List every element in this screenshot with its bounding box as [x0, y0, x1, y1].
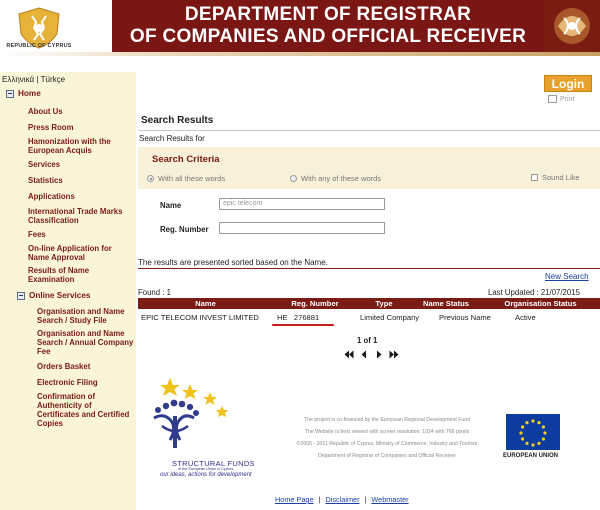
- last-updated: Last Updated : 21/07/2015: [488, 288, 580, 297]
- radio-all-words-label: With all these words: [158, 174, 226, 183]
- sidebar-item-fees[interactable]: Fees: [28, 230, 46, 239]
- sidebar-item-name-approval[interactable]: On-line Application for Name Approval: [28, 244, 112, 262]
- link-separator: |: [318, 495, 321, 504]
- highlight-underline: [272, 324, 334, 326]
- radio-all-words[interactable]: [147, 174, 225, 183]
- title-banner: [112, 0, 544, 52]
- structural-funds-title: STRUCTURAL FUNDS: [172, 459, 255, 468]
- disclaimer-link[interactable]: Disclaimer: [325, 495, 360, 504]
- search-criteria-title: Search Criteria: [152, 154, 220, 165]
- print-icon: [548, 95, 557, 103]
- structural-funds-subtitle: of the European Union in Cyprus: [178, 467, 234, 471]
- column-header-name[interactable]: Name: [195, 299, 216, 308]
- radio-selected-icon[interactable]: [147, 175, 154, 182]
- reg-number-field-label: Reg. Number: [160, 225, 209, 234]
- next-page-icon[interactable]: [374, 350, 384, 359]
- cell-org-status: Active: [515, 313, 536, 322]
- sidebar-section-label: Online Services: [29, 291, 91, 300]
- webmaster-link[interactable]: Webmaster: [371, 495, 409, 504]
- structural-funds-slogan: our ideas, actions for development: [160, 472, 252, 478]
- link-separator: |: [364, 495, 367, 504]
- cell-name-status: Previous Name: [439, 313, 491, 322]
- sidebar-item-harmonization[interactable]: Hamonization with the European Acquis: [28, 137, 111, 155]
- sound-like-label: Sound Like: [542, 173, 580, 182]
- footer-department: Department of Registrar of Companies and Official Receiver: [317, 453, 456, 459]
- pager-label: 1 of 1: [357, 336, 378, 345]
- sidebar-item-study-file[interactable]: Organisation and Name Search / Study File: [37, 307, 125, 325]
- results-divider: [138, 268, 600, 269]
- sidebar-item-orders-basket[interactable]: Orders Basket: [37, 362, 91, 371]
- eu-flag-icon: [506, 414, 560, 450]
- sorted-note: The results are presented sorted based on the Name.: [138, 258, 328, 267]
- cell-type: Limited Company: [360, 313, 420, 322]
- sidebar-item-name-examination[interactable]: Results of Name Examination: [28, 266, 90, 284]
- login-button[interactable]: Login: [544, 75, 592, 92]
- name-input[interactable]: epic telecom: [219, 198, 385, 210]
- search-results-for-label: Search Results for: [139, 134, 205, 143]
- sidebar-item-electronic-filing[interactable]: Electronic Filing: [37, 378, 98, 387]
- first-page-icon[interactable]: [344, 350, 354, 359]
- banner-title-line1: DEPARTMENT OF REGISTRAR: [184, 4, 472, 25]
- radio-any-words[interactable]: [290, 174, 381, 183]
- sidebar-item-services[interactable]: Services: [28, 160, 61, 169]
- sidebar-item-certificates[interactable]: Confirmation of Authenticity of Certificates and Certified Copies: [37, 392, 130, 428]
- sidebar-item-trade-marks[interactable]: International Trade Marks Classification: [28, 207, 123, 225]
- collapse-toggle-icon[interactable]: [6, 90, 14, 98]
- footer-links: [275, 495, 409, 504]
- reg-number-input[interactable]: [219, 222, 385, 234]
- title-divider: [138, 130, 600, 131]
- radio-unselected-icon[interactable]: [290, 175, 297, 182]
- results-table-header: [138, 298, 600, 309]
- previous-page-icon[interactable]: [359, 350, 369, 359]
- print-label: Print: [560, 95, 575, 103]
- sidebar-item-press-room[interactable]: Press Room: [28, 123, 74, 132]
- sidebar-item-about-us[interactable]: About Us: [28, 107, 63, 116]
- sidebar-section-online-services[interactable]: [17, 291, 90, 300]
- new-search-link[interactable]: New Search: [545, 272, 589, 281]
- registrar-emblem-logo: [544, 0, 600, 52]
- page-header: [0, 0, 600, 58]
- sidebar-section-home[interactable]: [6, 89, 41, 98]
- footer-copyright: ©2005 - 2011 Republic of Cyprus, Ministry of Commerce, Industry and Tourism: [296, 441, 478, 447]
- page-title: Search Results: [141, 115, 214, 126]
- header-divider: [0, 52, 600, 56]
- sidebar-item-annual-fee[interactable]: Organisation and Name Search / Annual Company Fee: [37, 329, 134, 356]
- sidebar-item-applications[interactable]: Applications: [28, 192, 75, 201]
- column-header-org-status[interactable]: Organisation Status: [504, 299, 577, 308]
- sidebar-item-statistics[interactable]: Statistics: [28, 176, 63, 185]
- collapse-toggle-icon[interactable]: [17, 292, 25, 300]
- sound-like-checkbox[interactable]: [531, 173, 580, 182]
- sidebar-section-label: Home: [18, 89, 41, 98]
- last-page-icon[interactable]: [389, 350, 399, 359]
- country-caption: REPUBLIC OF CYPRUS: [6, 43, 72, 49]
- banner-title-line2: OF COMPANIES AND OFFICIAL RECEIVER: [129, 26, 527, 47]
- radio-any-words-label: With any of these words: [301, 174, 382, 183]
- footer-cofinanced: The project is co-financed by the European Regional Development Fund: [303, 417, 471, 423]
- checkbox-icon[interactable]: [531, 174, 538, 181]
- language-switcher: [2, 75, 65, 84]
- eu-label: EUROPEAN UNION: [503, 453, 559, 459]
- pagination: [344, 350, 399, 359]
- print-link[interactable]: [548, 95, 574, 103]
- column-header-name-status[interactable]: Name Status: [422, 299, 469, 308]
- cell-reg-number[interactable]: HE 276881: [277, 313, 320, 322]
- found-count: Found : 1: [138, 288, 171, 297]
- name-field-label: Name: [160, 201, 182, 210]
- column-header-type[interactable]: Type: [375, 299, 393, 308]
- footer-resolution: The Website is best viewed with screen resolution: 1024 with 768 pixels: [304, 429, 470, 435]
- home-page-link[interactable]: Home Page: [275, 495, 314, 504]
- cell-name[interactable]: EPIC TELECOM INVEST LIMITED: [141, 313, 259, 322]
- column-header-reg-number[interactable]: Reg. Number: [291, 299, 339, 308]
- language-separator: |: [36, 75, 39, 84]
- language-greek-link[interactable]: Ελληνικά: [2, 75, 35, 84]
- language-turkish-link[interactable]: Türkçe: [40, 75, 66, 84]
- table-row[interactable]: [138, 312, 600, 323]
